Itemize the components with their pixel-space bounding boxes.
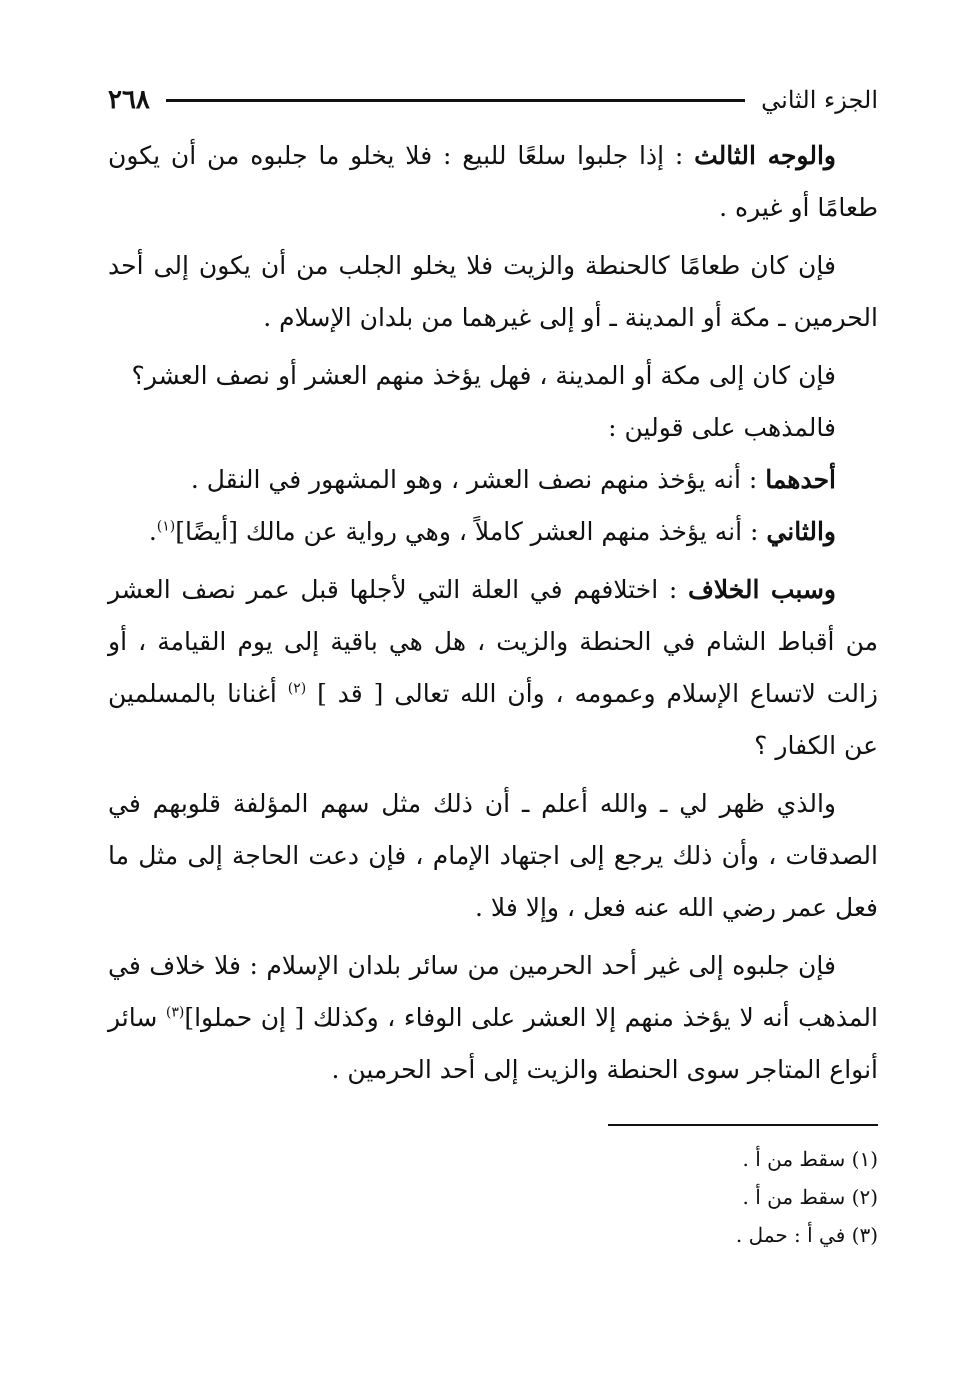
footnote-3: (٣) في أ : حمل . — [735, 1223, 878, 1247]
paragraph-text-after: أغنانا بالمسلمين عن الكفار ؟ — [108, 679, 878, 760]
paragraph — [108, 778, 878, 934]
paragraph-text: فإن كان طعامًا كالحنطة والزيت فلا يخلو الجلب من أن يكون إلى أحد الحرمين ـ مكة أو المدينة ـ أو إلى غيرهما من بلدان الإسلام . — [108, 251, 878, 332]
footnote-marker[interactable]: (٣) — [165, 1004, 185, 1021]
paragraph-text: فإن كان إلى مكة أو المدينة ، فهل يؤخذ منهم العشر أو نصف العشر؟ — [131, 361, 836, 390]
paragraph-lead: والوجه الثالث — [694, 141, 836, 170]
paragraph-lead: وسبب الخلاف — [687, 575, 836, 604]
paragraph-text-after: سائر أنواع المتاجر سوى الحنطة والزيت إلى أحد الحرمين . — [108, 1003, 878, 1084]
paragraph-lead: والثاني — [766, 517, 836, 546]
paragraph-text: والذي ظهر لي ـ والله أعلم ـ أن ذلك مثل سهم المؤلفة قلوبهم في الصدقات ، وأن ذلك يرجع إلى اجتهاد الإمام ، فإن دعت الحاجة إلى مثل ما فعل عمر رضي الله عنه فعل ، وإلا فلا . — [108, 789, 878, 922]
part-title: الجزء الثاني — [761, 86, 878, 114]
paragraph-text-after: . — [148, 517, 157, 546]
paragraph-text: : أنه يؤخذ منهم نصف العشر ، وهو المشهور في النقل . — [190, 465, 766, 494]
footnote-2: (٢) سقط من أ . — [742, 1185, 878, 1209]
paragraph — [108, 240, 878, 344]
page-header — [108, 78, 878, 122]
paragraph — [108, 130, 878, 234]
paragraph-text: : إذا جلبوا سلعًا للبيع : فلا يخلو ما جلبوه من أن يكون طعامًا أو غيره . — [108, 141, 878, 222]
paragraph-text: فإن جلبوه إلى غير أحد الحرمين من سائر بلدان الإسلام : فلا خلاف في المذهب أنه لا يؤخذ منهم إلا العشر على الوفاء ، وكذلك [ إن حملوا] — [108, 951, 878, 1032]
footnote-separator — [608, 1124, 878, 1126]
paragraph-lead: أحدهما — [765, 465, 836, 494]
paragraph — [108, 350, 878, 402]
paragraph — [108, 564, 878, 772]
footnote-marker[interactable]: (٢) — [287, 680, 307, 697]
footnote-1: (١) سقط من أ . — [742, 1147, 878, 1171]
paragraph-text: : اختلافهم في العلة التي لأجلها قبل عمر نصف العشر من أقباط الشام في الحنطة والزيت ، هل هي باقية إلى يوم القيامة ، أو زالت لاتساع الإسلام وعمومه ، وأن الله تعالى [ قد ] — [108, 575, 878, 708]
paragraph-text: فالمذهب على قولين : — [608, 413, 836, 442]
paragraph — [108, 454, 878, 506]
footnote-separator-wrap — [108, 1102, 878, 1126]
paragraph-text: : أنه يؤخذ منهم العشر كاملاً ، وهي رواية عن مالك [أيضًا] — [175, 517, 767, 546]
page-number: ٢٦٨ — [108, 85, 150, 115]
paragraph — [108, 506, 878, 558]
main-text — [108, 130, 878, 1096]
header-rule — [166, 99, 745, 102]
book-page — [108, 78, 878, 1338]
footnotes — [108, 1140, 878, 1254]
paragraph — [108, 940, 878, 1096]
footnote-marker[interactable]: (١) — [156, 518, 176, 535]
paragraph — [108, 402, 878, 454]
